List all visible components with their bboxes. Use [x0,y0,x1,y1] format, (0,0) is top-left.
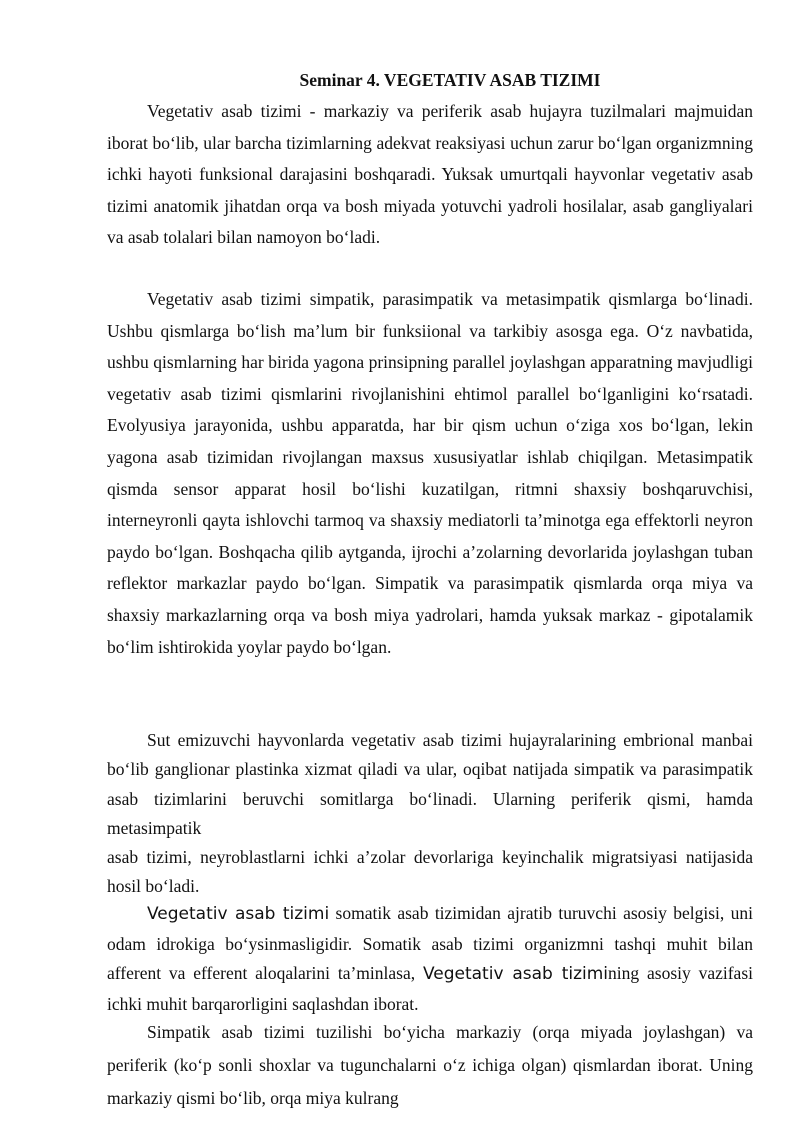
term-vegetativ-asab-tizimi: Vegetativ asab tizimi [422,964,609,984]
paragraph-3: Sut emizuvchi hayvonlarda vegetativ asab tizimi hujayralarining embrional manbai bo‘lib ganglionar plastinka xizmat qiladi va ular, oqibat natijada simpatik va parasimpatik asab tizimlarini beruvchi somitlarga bo‘linadi. Ularning periferik qismi, hamda metasimpatik [107,730,753,838]
paragraph-4: asab tizimi, neyroblastlarni ichki a’zolar devorlariga keyinchalik migratsiyasi natijasida hosil bo‘ladi. [107,847,753,897]
paragraph-1: Vegetativ asab tizimi - markaziy va periferik asab hujayra tuzilmalari majmuidan iborat bo‘lib, ular barcha tizimlarning adekvat reaksiyasi uchun zarur bo‘lgan organizmning ichki hayoti funksional darajasini boshqaradi. Yuksak umurtqali hayvonlar vegetativ asab tizimi anatomik jihatdan orqa va bosh miyada yotuvchi yadroli hosilalar, asab gangliyalari va asab tolalari bilan namoyon bo‘ladi. [107,101,753,247]
term-vegetativ-asab-tizimi-lead: Vegetativ asab tizimi [147,904,330,924]
paragraph-2: Vegetativ asab tizimi simpatik, parasimpatik va metasimpatik qismlarga bo‘linadi. Ushbu qismlarga bo‘lish ma’lum bir funksiional va tarkibiy asosga ega. O‘z navbatida, ushbu qismlarning har birida yagona prinsipning parallel joylashgan apparatning mavjudligi vegetativ asab tizimi qismlarini rivojlanishini ehtimol parallel bo‘lganligini ko‘rsatadi. Evolyusiya jarayonida, ushbu apparatda, har bir qism uchun o‘ziga xos bo‘lgan, lekin yagona asab tizimidan rivojlangan maxsus xususiyatlar ishlab chiqilgan. Metasimpatik qismda sensor apparat hosil bo‘lishi kuzatilgan, ritmni shaxsiy boshqaruvchisi, interneyronli qayta ishlovchi tarmoq va shaxsiy mediatorli ta’minotga ega effektorli neyron paydo bo‘lgan. Boshqacha qilib aytganda, ijrochi a’zolarning devorlarida joylashgan tuban reflektor markazlar paydo bo‘lgan. Simpatik va parasimpatik qismlarda orqa miya va shaxsiy markazlarning orqa va bosh miya yadrolari, hamda yuksak markaz - gipotalamik bo‘lim ishtirokida yoylar paydo bo‘lgan. [107,289,753,657]
paragraph-5 [107,899,753,1019]
paragraph-5-mid: somatik asab tizimidan ajratib turuvchi asosiy belgisi, uni odam idrokiga bo‘ysinmasligidir. Somatik asab tizimi organizmni tashqi muhit bilan afferent va efferent aloqalarini ta’minlasa, [107,903,753,983]
paragraph-5-tail: ning asosiy vazifasi ichki muhit barqarorligini saqlashdan iborat. [107,963,753,1014]
paragraph-6: Simpatik asab tizimi tuzilishi bo‘yicha markaziy (orqa miyada joylashgan) va periferik (ko‘p sonli shoxlar va tugunchalarni o‘z ichiga olgan) qismlardan iborat. Uning markaziy qismi bo‘lib, orqa miya kulrang [107,1022,753,1108]
page-title: Seminar 4. VEGETATIV ASAB TIZIMI [299,70,601,90]
